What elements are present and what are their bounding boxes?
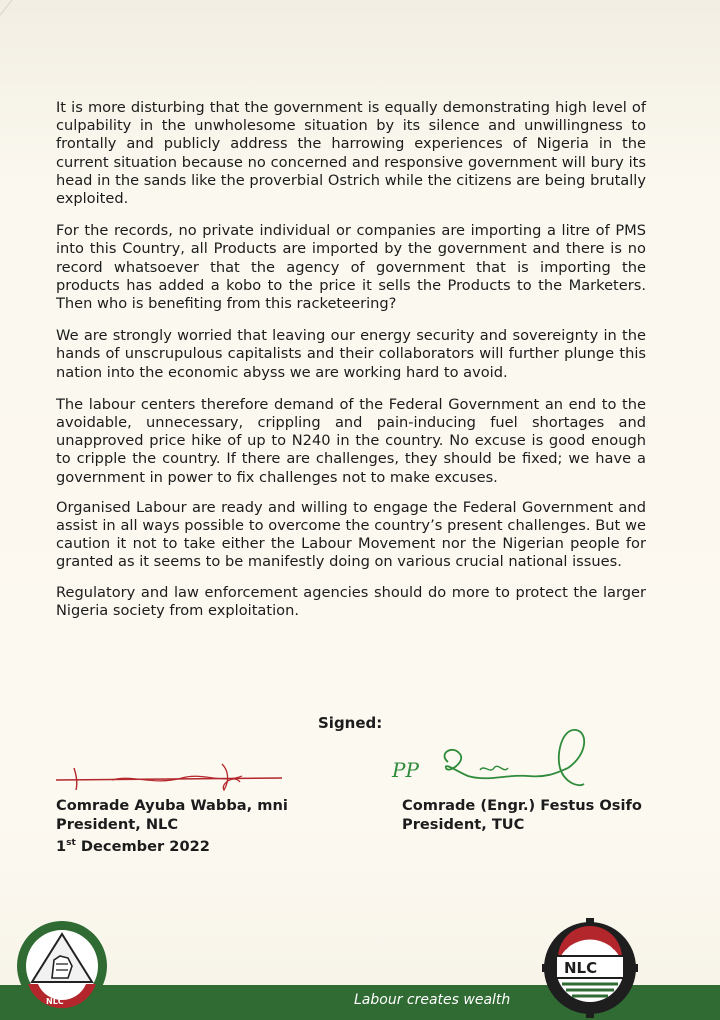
signature-nlc-president — [52, 760, 292, 796]
signatory-left-name: Comrade Ayuba Wabba, mni — [56, 797, 288, 814]
paragraph-culpability: It is more disturbing that the government is equally demonstrating high level of culpability in the unwholesome situation by its silence and unwillingness to frontally and publicly address the harrowing experiences of Nigeria in the current situation because no concerned and responsive government will bury its head in the sands like the proverbial Ostrich while the citizens are being brutally exploited. — [56, 99, 646, 208]
signatory-right — [402, 796, 642, 834]
signatory-right-name: Comrade (Engr.) Festus Osifo — [402, 797, 642, 814]
letter-body — [56, 99, 646, 632]
tuc-logo-icon — [542, 918, 638, 1020]
paragraph-importation: For the records, no private individual or companies are importing a litre of PMS into this Country, all Products are imported by the government and there is no record whatsoever that the agency of government that is importing the products has added a kobo to the price it sells the Products to the Marketers. Then who is benefiting from this racketeering? — [56, 222, 646, 313]
date-rest: December 2022 — [75, 837, 210, 855]
tuc-logo-text: NLC — [564, 959, 598, 977]
footer-slogan: Labour creates wealth — [354, 992, 511, 1008]
signatory-left-title: President, NLC — [56, 816, 179, 833]
paragraph-regulatory: Regulatory and law enforcement agencies should do more to protect the larger Nigeria society from exploitation. — [56, 583, 646, 619]
signed-label: Signed: — [318, 714, 383, 732]
paragraph-engagement: Organised Labour are ready and willing to engage the Federal Government and assist in all ways possible to overcome the country’s present challenges. But we caution it not to take either the Labour Movement nor the Nigerian people for granted as it seems to be manifestly doing on various crucial national issues. — [56, 498, 646, 571]
signatory-right-title: President, TUC — [402, 816, 525, 833]
pp-mark: PP — [392, 758, 419, 782]
nlc-logo-icon — [16, 920, 108, 1012]
paragraph-demand: The labour centers therefore demand of the Federal Government an end to the avoidable, unnecessary, crippling and pain-inducing fuel shortages and unapproved price hike of up to N240 in the country. No excuse is good enough to cripple the country. If there are challenges, they should be fixed; we have a government in power to fix challenges not to make excuses. — [56, 395, 646, 486]
nlc-logo-ring-text: NLC — [46, 997, 64, 1006]
date-suffix: st — [66, 838, 76, 848]
signature-tuc-president — [438, 724, 588, 794]
paragraph-energy-security: We are strongly worried that leaving our energy security and sovereignty in the hands of unscrupulous capitalists and their collaborators will further plunge this nation into the economic abyss we are working hard to avoid. — [56, 327, 646, 381]
signatory-left — [56, 796, 288, 856]
signatory-left-date — [56, 834, 288, 856]
date-day: 1 — [56, 837, 67, 855]
